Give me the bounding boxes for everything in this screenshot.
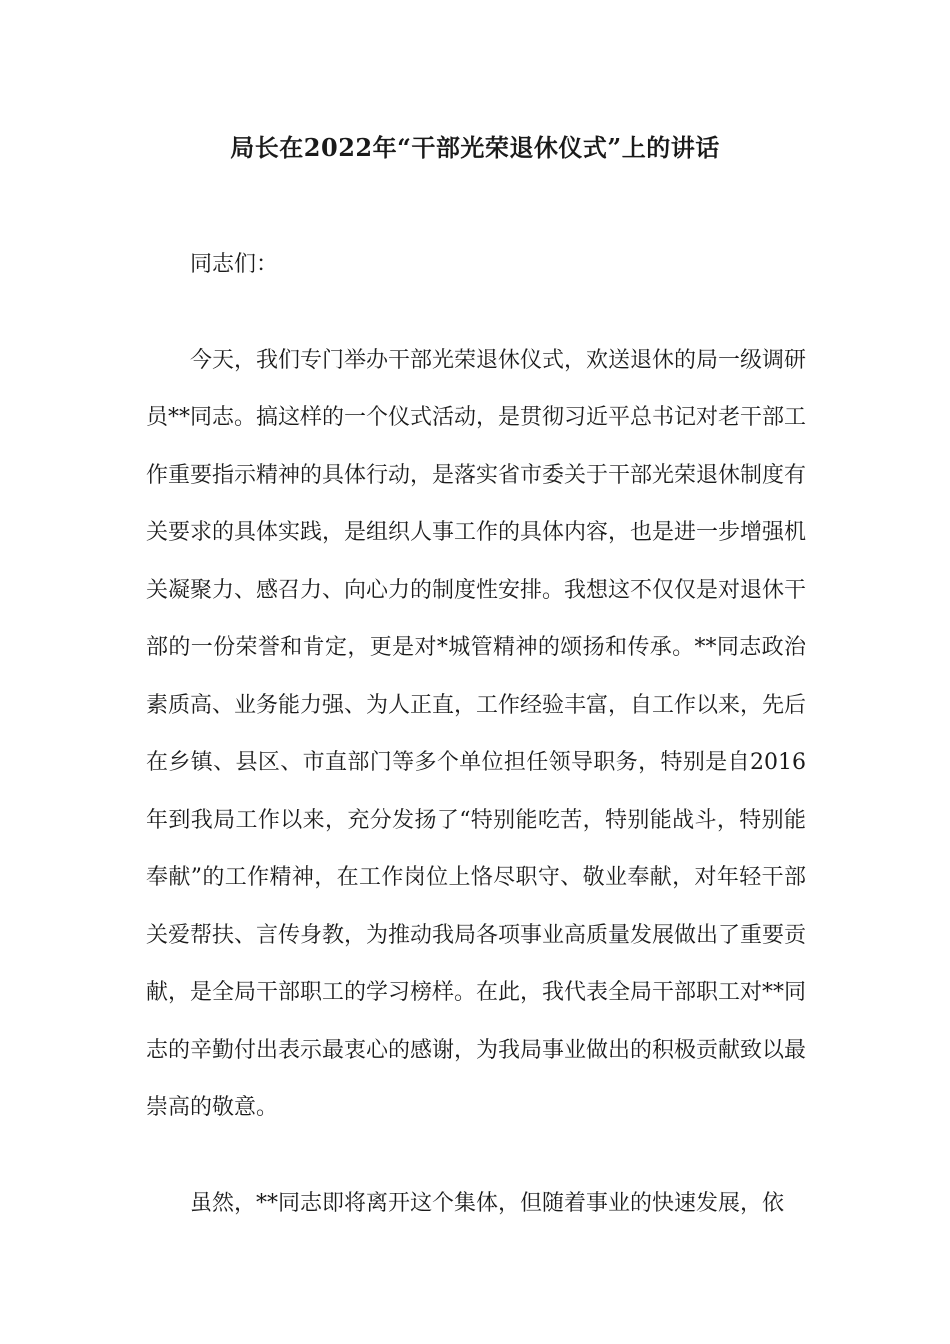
document-title: 局长在2022年“干部光荣退休仪式”上的讲话 xyxy=(230,133,720,162)
salutation: 同志们： xyxy=(190,252,279,277)
document-body xyxy=(146,236,806,1232)
paragraph-1: 今天，我们专门举办干部光荣退休仪式，欢送退休的局一级调研员**同志。搞这样的一个仪式活动，是贯彻习近平总书记对老干部工作重要指示精神的具体行动，是落实省市委关于干部光荣退休制度有关要求的具体实践，是组织人事工作的具体内容，也是进一步增强机关凝聚力、感召力、向心力的制度性安排。我想这不仅仅是对退休干部的一份荣誉和肯定，更是对*城管精神的颂扬和传承。**同志政治素质高、业务能力强、为人正直，工作经验丰富，自工作以来，先后在乡镇、县区、市直部门等多个单位担任领导职务，特别是自2016年到我局工作以来，充分发扬了“特别能吃苦，特别能战斗，特别能奉献”的工作精神，在工作岗位上恪尽职守、敬业奉献，对年轻干部关爱帮扶、言传身教，为推动我局各项事业高质量发展做出了重要贡献，是全局干部职工的学习榜样。在此，我代表全局干部职工对**同志的辛勤付出表示最衷心的感谢，为我局事业做出的积极贡献致以最崇高的敬意。 xyxy=(146,347,807,1120)
paragraph-2: 虽然，**同志即将离开这个集体，但随着事业的快速发展，依 xyxy=(190,1190,785,1216)
